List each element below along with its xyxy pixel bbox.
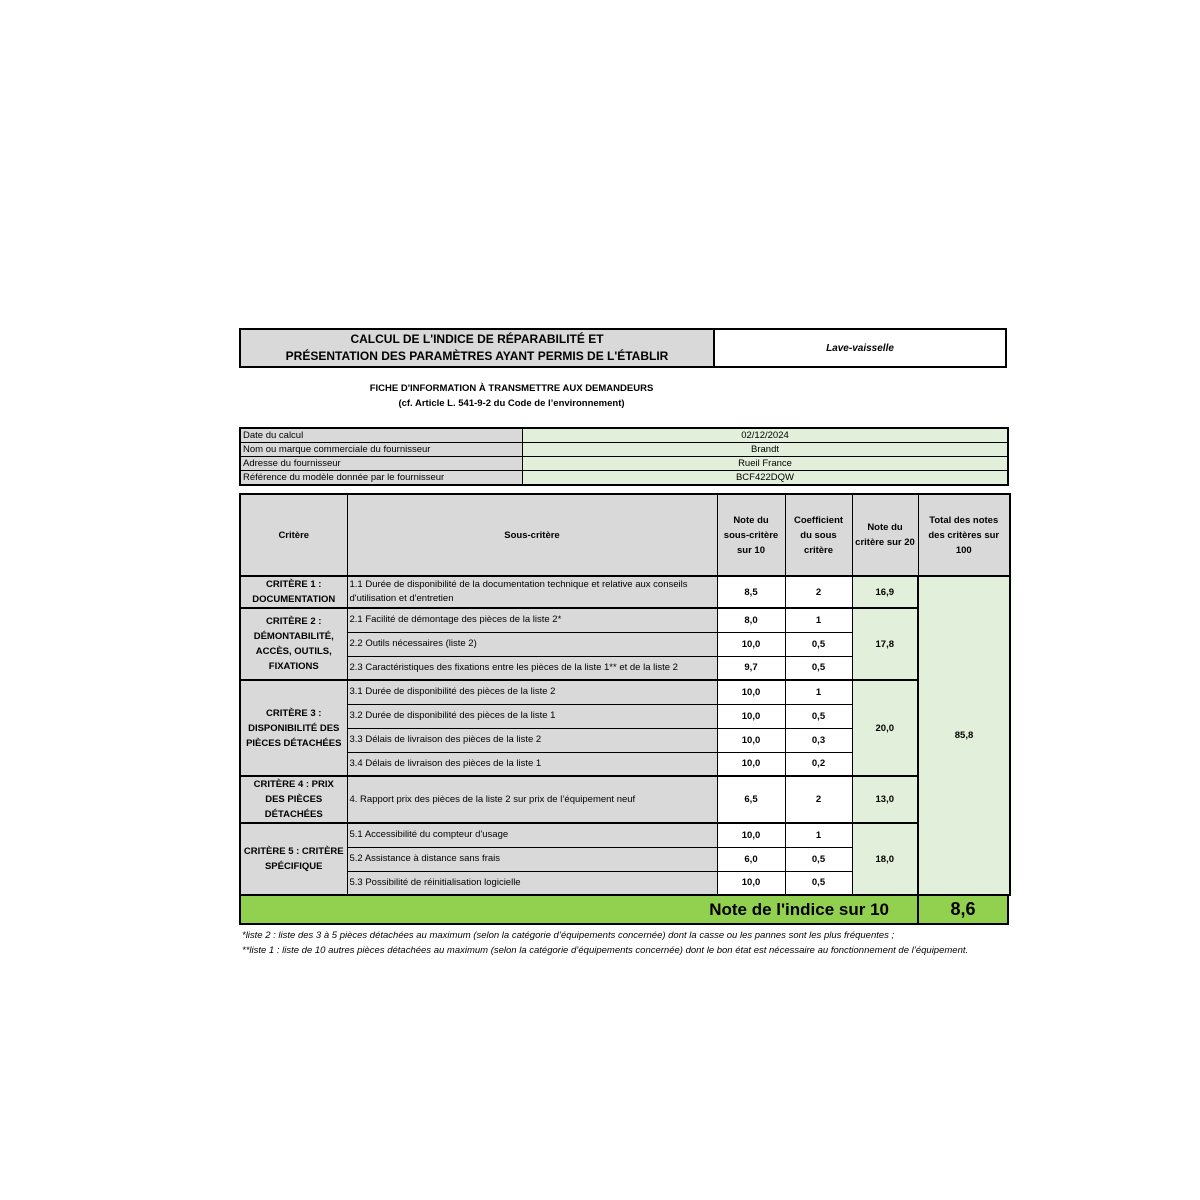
sub-criterion: 2.2 Outils nécessaires (liste 2) — [347, 632, 717, 656]
col-header-note-sous: Note du sous-critère sur 10 — [717, 494, 785, 576]
sub-note: 8,0 — [717, 608, 785, 632]
info-value: Brandt — [523, 443, 1009, 457]
sub-note: 10,0 — [717, 680, 785, 704]
info-value: BCF422DQW — [523, 471, 1009, 486]
subtitle — [239, 381, 784, 411]
table-row — [240, 576, 1010, 608]
info-label: Adresse du fournisseur — [240, 457, 523, 471]
table-row — [240, 823, 1010, 847]
table-row — [240, 608, 1010, 632]
sub-note: 10,0 — [717, 632, 785, 656]
table-row — [240, 680, 1010, 704]
index-label: Note de l'indice sur 10 — [241, 896, 919, 923]
criteria-table — [239, 493, 1011, 896]
total-score: 85,8 — [918, 576, 1010, 895]
sub-coef: 0,5 — [785, 632, 852, 656]
criterion-score: 17,8 — [852, 608, 918, 680]
col-header-coef: Coefficient du sous critère — [785, 494, 852, 576]
sub-coef: 1 — [785, 680, 852, 704]
criterion-name: CRITÈRE 3 : DISPONIBILITÉ DES PIÈCES DÉTACHÉES — [240, 680, 347, 776]
title-row — [239, 328, 1009, 368]
sub-coef: 0,2 — [785, 752, 852, 776]
sub-coef: 0,3 — [785, 728, 852, 752]
sub-coef: 1 — [785, 823, 852, 847]
footnotes — [239, 928, 982, 958]
sub-criterion: 1.1 Durée de disponibilité de la documentation technique et relative aux conseils d'utilisation et d'entretien — [347, 576, 717, 608]
info-row — [240, 443, 1008, 457]
footnote-2: **liste 1 : liste de 10 autres pièces détachées au maximum (selon la catégorie d’équipements concernée) dont le bon état est nécessaire au fonctionnement de l’équipement. — [242, 945, 969, 956]
sub-note: 8,5 — [717, 576, 785, 608]
sub-criterion: 3.4 Délais de livraison des pièces de la liste 1 — [347, 752, 717, 776]
criterion-score: 18,0 — [852, 823, 918, 895]
criterion-score: 20,0 — [852, 680, 918, 776]
sub-coef: 1 — [785, 608, 852, 632]
col-header-note-critere: Note du critère sur 20 — [852, 494, 918, 576]
index-row — [239, 896, 1009, 925]
index-value: 8,6 — [950, 899, 976, 919]
info-value: 02/12/2024 — [523, 428, 1009, 443]
title-line-1: CALCUL DE L'INDICE DE RÉPARABILITÉ ET — [350, 332, 604, 346]
sub-coef: 2 — [785, 576, 852, 608]
sub-coef: 0,5 — [785, 704, 852, 728]
info-row — [240, 428, 1008, 443]
sub-criterion: 5.2 Assistance à distance sans frais — [347, 847, 717, 871]
sub-criterion: 5.1 Accessibilité du compteur d'usage — [347, 823, 717, 847]
sub-note: 10,0 — [717, 728, 785, 752]
sub-note: 6,5 — [717, 776, 785, 823]
title-box — [239, 328, 715, 368]
sub-criterion: 3.3 Délais de livraison des pièces de la liste 2 — [347, 728, 717, 752]
info-table — [239, 427, 1009, 486]
criterion-score: 16,9 — [852, 576, 918, 608]
footnote-1: *liste 2 : liste des 3 à 5 pièces détachées au maximum (selon la catégorie d’équipements concernée) dont la casse ou les pannes sont les plus fréquentes ; — [242, 930, 895, 941]
info-row — [240, 471, 1008, 486]
device-type: Lave-vaisselle — [715, 328, 1007, 368]
sub-criterion: 2.3 Caractéristiques des fixations entre les pièces de la liste 1** et de la liste 2 — [347, 656, 717, 680]
subtitle-line-2: (cf. Article L. 541-9-2 du Code de l’environnement) — [398, 398, 625, 409]
sub-note: 6,0 — [717, 847, 785, 871]
col-header-total: Total des notes des critères sur 100 — [918, 494, 1010, 576]
sub-criterion: 3.2 Durée de disponibilité des pièces de la liste 1 — [347, 704, 717, 728]
sub-coef: 0,5 — [785, 871, 852, 895]
sub-note: 10,0 — [717, 871, 785, 895]
sub-criterion: 2.1 Facilité de démontage des pièces de la liste 2* — [347, 608, 717, 632]
col-header-critere: Critère — [240, 494, 347, 576]
criterion-name: CRITÈRE 4 : PRIX DES PIÈCES DÉTACHÉES — [240, 776, 347, 823]
info-value: Rueil France — [523, 457, 1009, 471]
criterion-name: CRITÈRE 2 : DÉMONTABILITÉ, ACCÈS, OUTILS, FIXATIONS — [240, 608, 347, 680]
subtitle-line-1: FICHE D'INFORMATION À TRANSMETTRE AUX DEMANDEURS — [369, 383, 654, 394]
info-label: Référence du modèle donnée par le fournisseur — [240, 471, 523, 486]
criterion-score: 13,0 — [852, 776, 918, 823]
repairability-sheet — [239, 328, 1009, 958]
criterion-name: CRITÈRE 5 : CRITÈRE SPÉCIFIQUE — [240, 823, 347, 895]
header-row — [240, 494, 1010, 576]
criterion-name: CRITÈRE 1 : DOCUMENTATION — [240, 576, 347, 608]
sub-note: 9,7 — [717, 656, 785, 680]
sub-note: 10,0 — [717, 752, 785, 776]
table-row — [240, 776, 1010, 823]
sub-coef: 0,5 — [785, 656, 852, 680]
info-label: Nom ou marque commerciale du fournisseur — [240, 443, 523, 457]
info-row — [240, 457, 1008, 471]
info-label: Date du calcul — [240, 428, 523, 443]
sub-coef: 2 — [785, 776, 852, 823]
sub-criterion: 5.3 Possibilité de réinitialisation logicielle — [347, 871, 717, 895]
sub-note: 10,0 — [717, 823, 785, 847]
sub-note: 10,0 — [717, 704, 785, 728]
sub-criterion: 4. Rapport prix des pièces de la liste 2 sur prix de l’équipement neuf — [347, 776, 717, 823]
sub-criterion: 3.1 Durée de disponibilité des pièces de la liste 2 — [347, 680, 717, 704]
title-line-2: PRÉSENTATION DES PARAMÈTRES AYANT PERMIS DE L'ÉTABLIR — [285, 349, 669, 363]
col-header-sous-critere: Sous-critère — [347, 494, 717, 576]
sub-coef: 0,5 — [785, 847, 852, 871]
